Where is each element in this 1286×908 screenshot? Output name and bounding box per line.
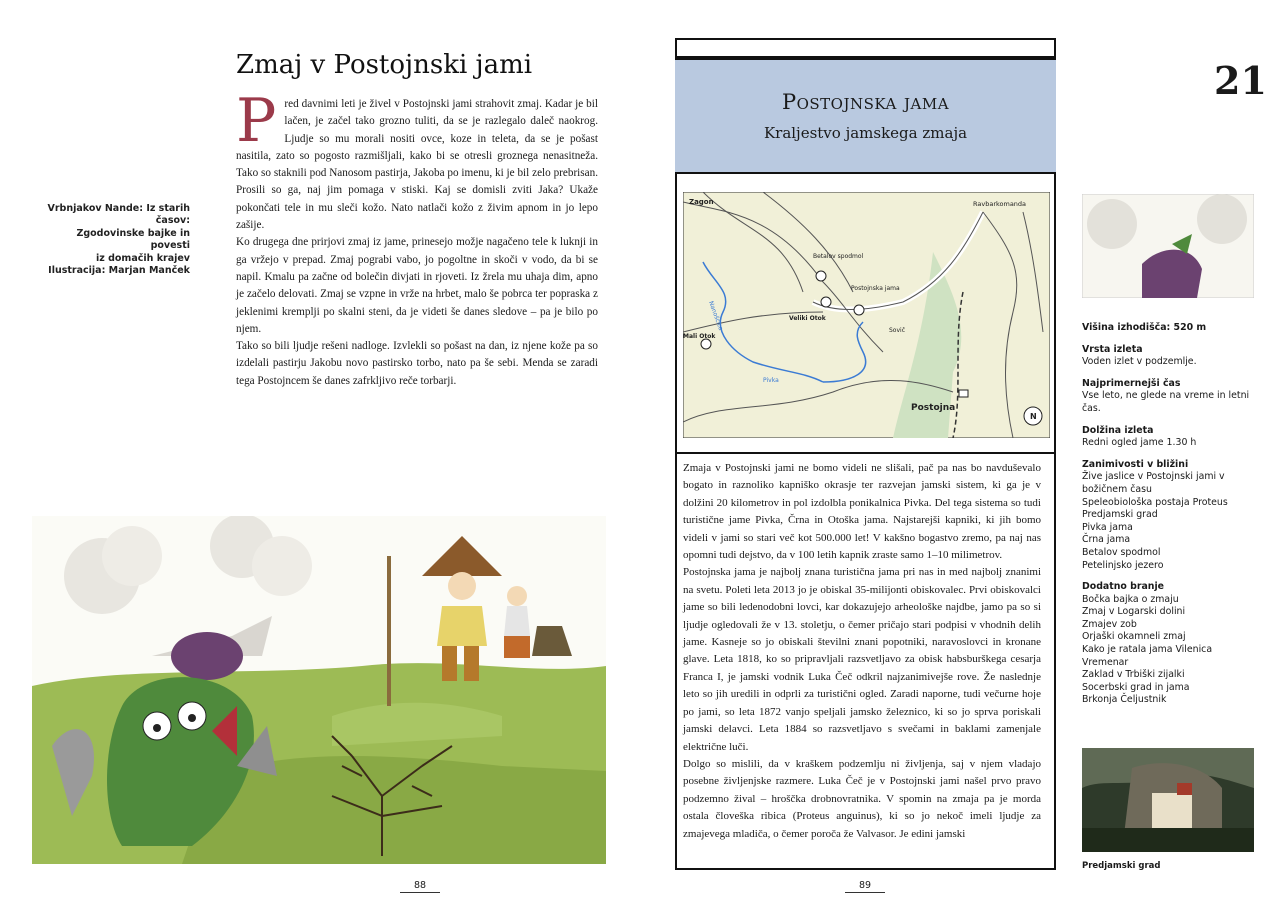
photo-caption: Predjamski grad (1082, 861, 1161, 871)
credit-line: Vrbnjakov Nande: Iz starih časov: (47, 203, 190, 227)
side-section (1082, 378, 1262, 416)
side-line: Petelinjsko jezero (1082, 559, 1164, 571)
side-heading: Dolžina izleta (1082, 424, 1154, 436)
side-line: Vse leto, ne glede na vreme in letni čas. (1082, 390, 1250, 414)
castle-photo (1082, 748, 1254, 852)
info-header (675, 58, 1056, 174)
side-heading: Najprimernejši čas (1082, 377, 1181, 389)
story-paragraph: red davnimi leti je živel v Postojnski jami strahovit zmaj. Kadar je bil lačen, je začel tako grozno tuliti, da se je razlegalo daleč naokrog. Ljudje so mu morali nositi ovce, koze in teleta, da se je pošast nasitila, zato so pogosto razmišljali, kako bi se otresli groznega nenasitneža. Tako so staknili pod Nanosom pastirja, Jakoba po imenu, ki je bil zelo prebrisan. Prosili so ga, naj jim pomaga v stiski. Kaj se domisli zviti Jaka? Ukaže pokončati tele in mu sleči kožo. Nato natlači kožo z živim apnom in jo lepo zašije. (236, 98, 598, 232)
credit-line: Ilustracija: Marjan Manček (48, 265, 190, 277)
side-line: Žive jaslice v Postojnski jami v božičnem času (1082, 471, 1225, 495)
credit-line: Zgodovinske bajke in povesti (76, 227, 190, 252)
map-label: Nanoščica (707, 300, 725, 332)
drop-cap: P (236, 86, 277, 156)
map-label: Mali Otok (683, 333, 716, 340)
side-line: Kako je ratala jama Vilenica (1082, 644, 1213, 656)
side-heading: Vrsta izleta (1082, 343, 1143, 355)
page-number: 88 (400, 880, 440, 893)
map-label: Sovič (889, 327, 905, 334)
side-section (1082, 459, 1262, 572)
info-body-text (683, 460, 1041, 843)
side-section (1082, 425, 1262, 450)
side-line: Vremenar (1082, 656, 1129, 668)
map-label: Ravbarkomanda (973, 200, 1027, 208)
map-label: Veliki Otok (789, 315, 826, 322)
north-arrow-icon: N (1030, 412, 1037, 421)
elevation: Višina izhodišča: 520 m (1082, 322, 1207, 333)
map-label: Postojnska jama (851, 285, 900, 292)
side-section (1082, 344, 1262, 369)
side-line: Predjamski grad (1082, 509, 1158, 521)
side-line: Orjaški okamneli zmaj (1082, 631, 1186, 643)
page-number: 89 (845, 880, 885, 893)
map-label: Zagon (689, 198, 714, 206)
info-sidebar (1082, 322, 1262, 716)
frame-top-bar (675, 38, 1056, 58)
map-label: Pivka (763, 377, 779, 384)
side-line: Redni ogled jame 1.30 h (1082, 437, 1197, 449)
body-paragraph: Dolgo so mislili, da v kraškem podzemlju ni življenja, saj v njem vladajo posebne življenjske razmere. Luka Čeč je v Postojnski jami našel prvo pravo podzemno žival – hroščka drobnovratnika. V spomin na zmaja pa je morda ostala človeška ribica (Proteus anguinus), ki so jo nekoč imeli ljudje za zmajevega mladiča, o čemer poroča že Valvasor. Je edini jamski (683, 757, 1041, 840)
story-text (236, 86, 598, 390)
side-heading: Dodatno branje (1082, 581, 1165, 593)
side-line: Voden izlet v podzemlje. (1082, 356, 1197, 368)
side-section (1082, 581, 1262, 707)
side-line: Betalov spodmol (1082, 546, 1161, 558)
dragon-thumbnail (1082, 194, 1254, 298)
page-title: Zmaj v Postojnski jami (236, 50, 533, 80)
body-paragraph: Postojnska jama je najbolj znana turistična jama pri nas in med najbolj znanimi na svetu. Poleti leta 2013 jo je obiskal 35-milijonti obiskovalec. Prvi obiskovalci jame so bili ledenodobni lovci, kar dokazujejo arheološke najdbe, jamo pa so si ljudje ogledovali že v 13. stoletju, o čemer pričajo stari podpisi v vhodnih delih jame. Kasneje so jo obiskali številni znani popotniki, naravoslovci in kronane glave. Leta 1818, ko so pripravljali razsvetljavo za obisk habsburškega cesarja Franca I, je jamski vodnik Luka Čeč odkril najzanimivejše rove. Že naslednje leto so jih uredili in odprli za turistični ogled. Zaradi naporne, tudi večurne hoje po jami, so leta 1872 vanjo speljali jamsko železnico, ki so jo sprva poriskali jamski delavci. Leta 1884 so razsvetljavo s svečami in baklami zamenjale električne luči. (683, 566, 1041, 753)
source-credit (40, 203, 190, 277)
map-label: Betalov spodmol (813, 253, 864, 260)
map-label: Postojna (911, 403, 956, 413)
side-line: Zmajev zob (1082, 618, 1137, 630)
side-line: Pivka jama (1082, 521, 1133, 533)
side-line: Socerbski grad in jama (1082, 681, 1190, 693)
side-line: Zaklad v Trbiški zijalki (1082, 669, 1185, 681)
story-paragraph: Ko drugega dne prirjovi zmaj iz jame, prinesejo možje nagačeno tele k luknji in ga vržejo v prepad. Zmaj pograbi vabo, jo pogoltne in skoči v vodo, da bi se napil. Kmalu pa začne od bolečin divjati in rjoveti. Iz žrela mu uhaja dim, apno je začelo delovati. Zmaj se vzpne in vrže na hrbet, malo še pobrca ter popraska z jeklenimi kremplji po skalni steni, da je videti še danes sledove – pa je bilo po njem. (236, 236, 598, 335)
body-paragraph: Zmaja v Postojnski jami ne bomo videli ne slišali, pač pa nas bo navduševalo bogato in raznoliko kapniško okrasje ter razvejan jamski sistem, ki ga je v dolžini 20 kilometrov in pol izdolbla ponikalnica Pivka. Del tega sistema so tudi turistične jame Pivka, Črna in Otoška jama. Najstarejši kapniki, ki jih bomo videli v jami so stari več kot 500.000 let! V kakšno bogastvo zremo, pa naj nas opomni tudi dejstvo, da v 100 letih kapnik zraste samo 1–10 milimetrov. (683, 462, 1041, 562)
side-line: Speleobiološka postaja Proteus (1082, 496, 1228, 508)
route-map (683, 192, 1050, 438)
header-title: Postojnska jama (781, 90, 950, 114)
credit-line: iz domačih krajev (96, 252, 190, 264)
chapter-number: 21 (1214, 58, 1267, 103)
side-line: Brkonja Čeljustnik (1082, 694, 1167, 706)
dragon-illustration (32, 516, 606, 864)
side-line: Črna jama (1082, 534, 1131, 546)
header-subtitle: Kraljestvo jamskega zmaja (763, 124, 968, 142)
side-heading: Zanimivosti v bližini (1082, 458, 1189, 470)
side-line: Zmaj v Logarski dolini (1082, 606, 1186, 618)
story-paragraph: Tako so bili ljudje rešeni nadloge. Izvlekli so pošast na dan, iz njene kože pa so izdelali pastirju Jakobu novo pastirsko torbo, nato pa še sebi. Menda se zaradi tega Postojncem še danes zafrkljivo reče torbarji. (236, 340, 598, 387)
side-line: Bočka bajka o zmaju (1082, 593, 1179, 605)
